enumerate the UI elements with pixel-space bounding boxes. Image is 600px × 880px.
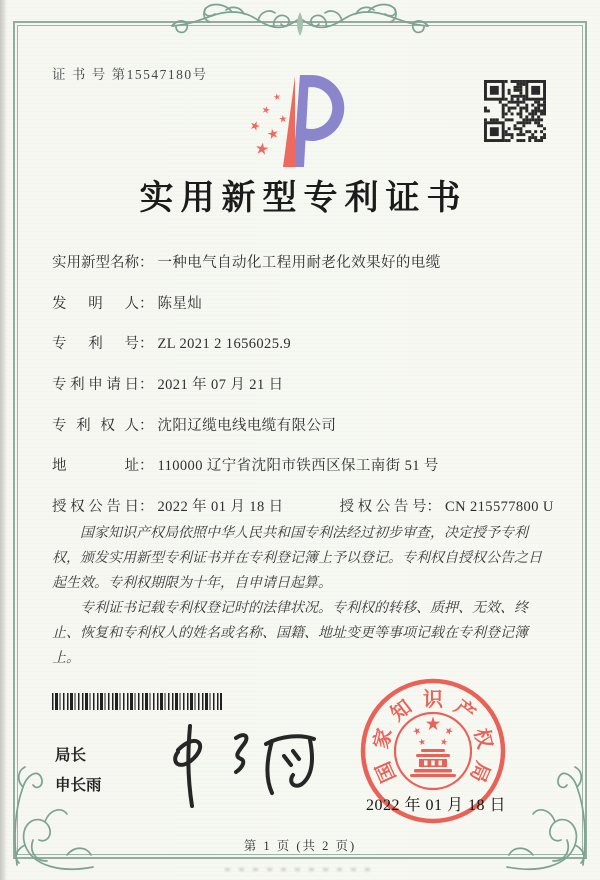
seal-char: 局 [465, 758, 494, 786]
seal-char: 知 [386, 695, 417, 726]
field-value: 2022 年 01 月 18 日 [157, 499, 284, 516]
signer-post: 局长 [55, 747, 87, 764]
director-signature-icon [138, 716, 328, 816]
page-number: 第 1 页 (共 2 页) [243, 839, 357, 853]
field-colon: ： [139, 458, 154, 475]
signer-block [55, 741, 102, 801]
page2-bleed-marks [225, 868, 375, 871]
field-label: 实用新型名称 [52, 255, 139, 271]
cnipa-logo-icon [240, 70, 360, 177]
seal-char: 家 [370, 726, 397, 752]
field-colon: ： [139, 377, 154, 394]
seal-char: 产 [449, 695, 480, 726]
field-row-name [52, 251, 552, 292]
field-colon: ： [139, 336, 154, 353]
field-label: 授权公告号 [339, 499, 427, 516]
field-row-inventor [52, 292, 552, 333]
field-row-patent-number [52, 332, 552, 373]
field-colon: ： [139, 255, 154, 271]
field-row-filing-date [52, 373, 552, 414]
field-row-address [52, 454, 552, 495]
legal-text [52, 521, 550, 671]
signer-name: 申长雨 [55, 777, 102, 794]
field-colon: ： [426, 499, 442, 516]
grant-number-cell [340, 495, 554, 516]
qr-code-icon [484, 80, 546, 142]
field-list [52, 251, 552, 536]
barcode-icon [52, 693, 222, 710]
field-colon: ： [139, 499, 154, 516]
field-value: 2021 年 07 月 21 日 [157, 377, 284, 394]
seal-char: 国 [372, 758, 401, 786]
field-value: 一种电气自动化工程用耐老化效果好的电缆 [157, 255, 441, 271]
seal-char: 识 [423, 689, 443, 711]
field-label: 专利号 [52, 336, 139, 353]
floral-corner-flourish-icon [497, 743, 597, 875]
field-label: 专利申请日 [52, 377, 139, 394]
dragon-flourish-icon [170, 0, 430, 50]
certificate-title: 实用新型专利证书 [139, 180, 468, 217]
field-label: 专利权人 [52, 417, 139, 434]
field-value: CN 215577800 U [445, 499, 554, 516]
field-label: 授权公告日 [52, 499, 139, 516]
field-value: ZL 2021 2 1656025.9 [157, 336, 292, 353]
certificate-number: 证 书 号 第15547180号 [52, 67, 208, 82]
field-row-patentee [52, 414, 552, 455]
legal-paragraph-2: 专利证书记载专利权登记时的法律状况。专利权的转移、质押、无效、终止、恢复和专利权人的姓名或名称、国籍、地址变更等事项记载在专利登记簿上。 [52, 601, 528, 666]
field-colon: ： [139, 417, 154, 434]
seal-char: 权 [469, 726, 496, 752]
field-colon: ： [139, 295, 154, 312]
national-emblem-icon [395, 713, 471, 789]
field-label: 地址 [52, 458, 139, 475]
field-value: 陈星灿 [157, 295, 203, 312]
field-value: 110000 辽宁省沈阳市铁西区保工南街 51 号 [157, 458, 439, 475]
field-label: 发明人 [52, 295, 139, 312]
legal-paragraph-1: 国家知识产权局依照中华人民共和国专利法经过初步审查，决定授予专利权，颁发实用新型专利证书并在专利登记簿上予以登记。专利权自授权公告之日起生效。专利权期限为十年，自申请日起算。 [52, 526, 542, 591]
seal-date: 2022 年 01 月 18 日 [366, 797, 507, 814]
field-value: 沈阳辽缆电线电缆有限公司 [157, 417, 337, 434]
